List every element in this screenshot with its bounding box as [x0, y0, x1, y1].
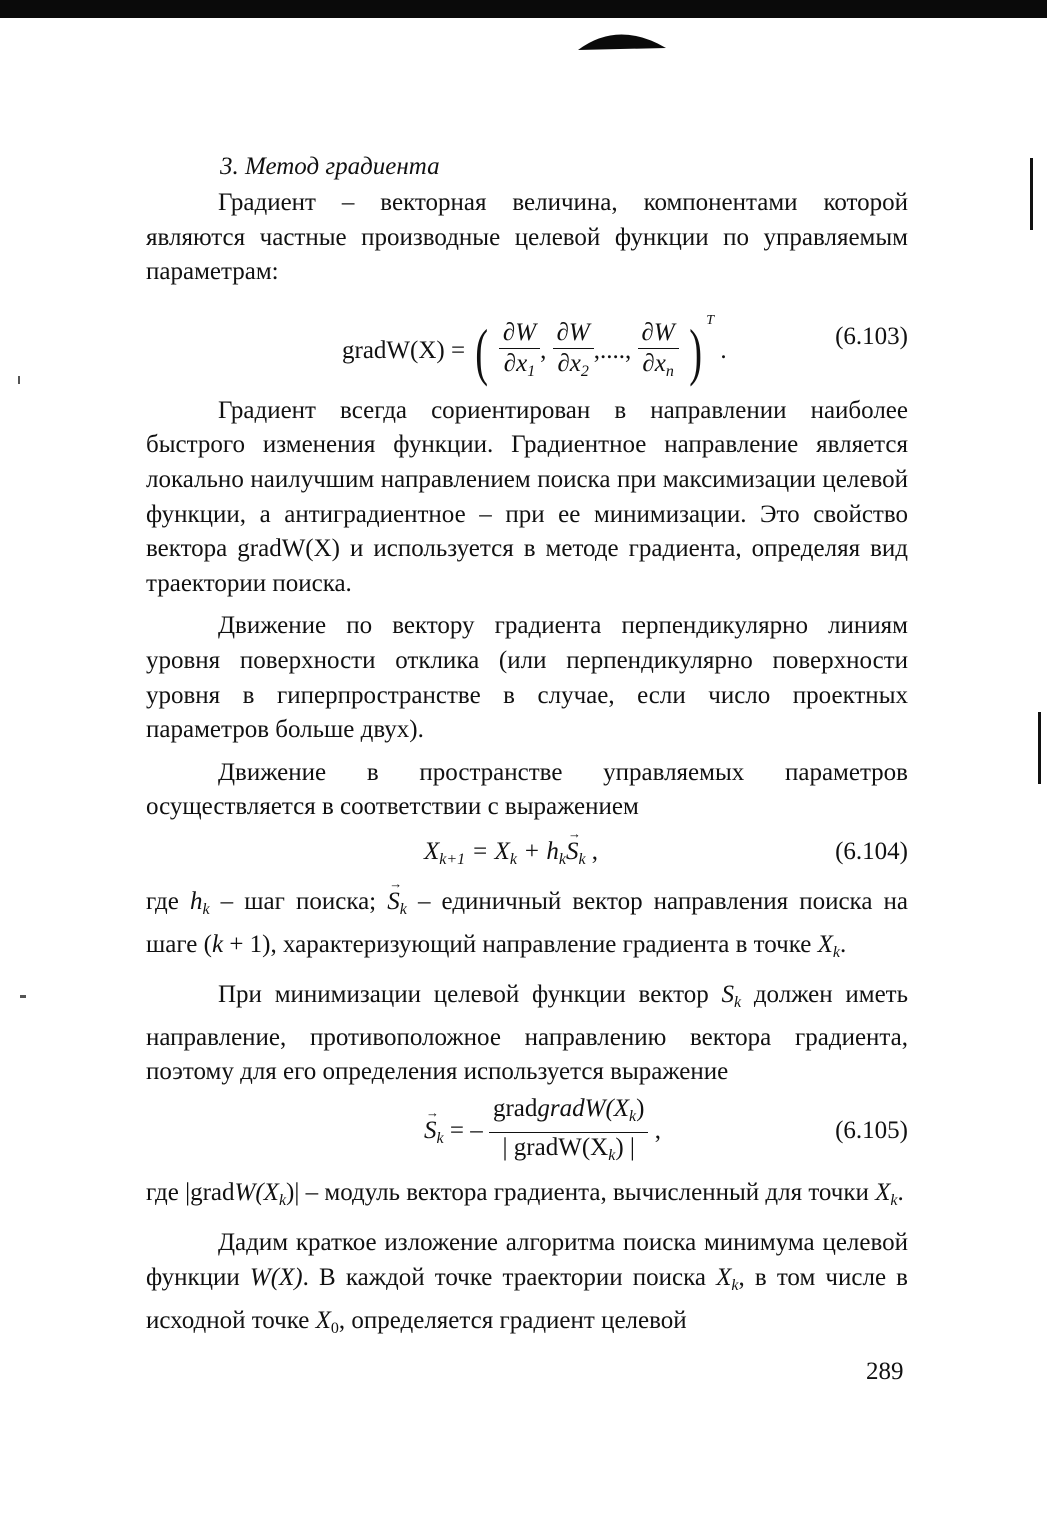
paragraph: Градиент всегда сориентирован в направлении наиболее быстрого изменения функции. Градиентное направление является локально наилучшим направлением поиска при максимизации целевой функции, а антиградиентное – при ее минимизации. Это свойство вектора gradW(X) и используется в методе градиента, определяя вид траектории поиска. — [146, 396, 908, 597]
equation-6-105: → $S_k$ = – $\frac{gradgradW(X_k)}{| gradW(X_k) |}$ , (6.105) — [146, 1090, 908, 1176]
margin-mark — [1030, 158, 1033, 230]
paragraph: где $h_k$ – шаг поиска; → $S_k$ – единичный вектор направления поиска на шаге (k + 1), характеризующий направление градиента в точке $X_k$. — [146, 885, 908, 970]
eq-lhs: gradW(X) = — [342, 336, 466, 364]
equation-6-103: gradW(X) = ( $\frac{\partial W}{\partial x_1}$ , $\frac{\partial W}{\partial x_2}$ ,...., $\frac{\partial W}{\partial x_n}$ ) $^T$ . (6.103) — [342, 312, 908, 388]
equation-number: (6.105) — [835, 1116, 908, 1144]
paragraph: При минимизации целевой функции вектор $S_k$ должен иметь направление, противоположное направлению вектора градиента, поэтому для его определения используется выражение — [146, 981, 909, 1086]
scan-tick — [20, 995, 26, 998]
scan-tick — [18, 376, 20, 384]
paragraph: где $|gradW(X_k)|$ – модуль вектора градиента, вычисленный для точки $X_k$. — [146, 1178, 904, 1209]
paragraph: Движение по вектору градиента перпендикулярно линиям уровня поверхности отклика (или перпендикулярно поверхности уровня в гиперпространстве в случае, если число проектных параметров больше двух). — [146, 612, 908, 744]
paragraph: Градиент – векторная величина, компонентами которой являются частные производные целевой функции по управляемым параметрам: — [146, 189, 908, 286]
equation-number: (6.103) — [835, 322, 908, 350]
equation-6-104: $X_{k+1} = X_k + h_k\to S_k$ , (6.104) — [146, 825, 908, 877]
page-body — [146, 150, 908, 1346]
paragraph: Движение в пространстве управляемых параметров осуществляется в соответствии с выражением — [146, 758, 908, 821]
page-number: 289 — [866, 1358, 904, 1385]
section-title: 3. Метод градиента — [220, 153, 440, 180]
paragraph: Дадим краткое изложение алгоритма поиска минимума целевой функции W(X). В каждой точке траектории поиска $X_k$, в том числе в исходной точке $X_0$, определяется градиент целевой — [146, 1229, 908, 1337]
top-scan-bar — [0, 0, 1047, 18]
header-wedge-mark — [578, 26, 668, 52]
margin-mark — [1038, 712, 1041, 784]
equation-number: (6.104) — [835, 837, 908, 865]
